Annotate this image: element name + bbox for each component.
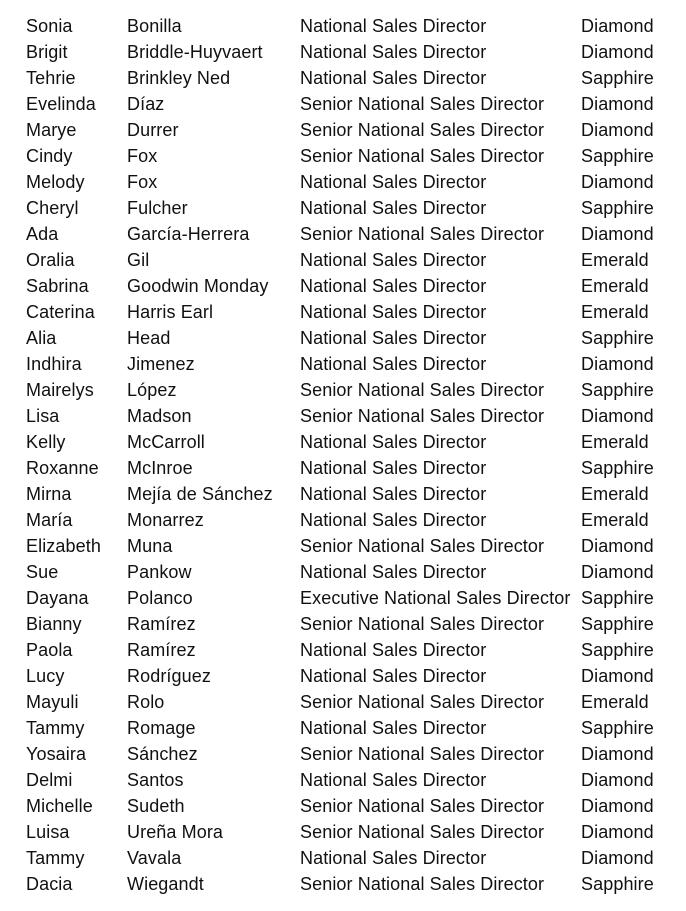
first-name-cell: Melody [26, 172, 85, 192]
first-name-cell: Ada [26, 224, 59, 244]
last-name-cell: Santos [127, 770, 184, 790]
roster-row [0, 585, 686, 611]
level-cell: Diamond [581, 120, 654, 140]
title-cell: Senior National Sales Director [300, 406, 545, 426]
last-name-cell: Ureña Mora [127, 822, 224, 842]
last-name-cell: Head [127, 328, 171, 348]
level-cell: Diamond [581, 770, 654, 790]
title-cell: National Sales Director [300, 484, 487, 504]
title-cell: National Sales Director [300, 68, 487, 88]
roster-row [0, 377, 686, 403]
last-name-cell: López [127, 380, 177, 400]
title-cell: National Sales Director [300, 354, 487, 374]
last-name-cell: Fox [127, 146, 158, 166]
roster-row [0, 819, 686, 845]
roster-row [0, 117, 686, 143]
last-name-cell: Briddle-Huyvaert [127, 42, 263, 62]
title-cell: Executive National Sales Director [300, 588, 571, 608]
level-cell: Sapphire [581, 614, 654, 634]
first-name-cell: Sabrina [26, 276, 89, 296]
title-cell: Senior National Sales Director [300, 874, 545, 894]
roster-row [0, 273, 686, 299]
roster-row [0, 767, 686, 793]
last-name-cell: Jimenez [127, 354, 195, 374]
roster-row [0, 143, 686, 169]
first-name-cell: Alia [26, 328, 57, 348]
first-name-cell: Tehrie [26, 68, 76, 88]
last-name-cell: Rolo [127, 692, 165, 712]
roster-row [0, 637, 686, 663]
last-name-cell: Mejía de Sánchez [127, 484, 273, 504]
title-cell: Senior National Sales Director [300, 120, 545, 140]
roster-row [0, 325, 686, 351]
title-cell: National Sales Director [300, 432, 487, 452]
title-cell: National Sales Director [300, 510, 487, 530]
roster-row [0, 871, 686, 897]
first-name-cell: Tammy [26, 848, 85, 868]
first-name-cell: Delmi [26, 770, 73, 790]
title-cell: National Sales Director [300, 718, 487, 738]
title-cell: Senior National Sales Director [300, 536, 545, 556]
first-name-cell: Oralia [26, 250, 75, 270]
roster-row [0, 559, 686, 585]
last-name-cell: Sánchez [127, 744, 198, 764]
last-name-cell: Sudeth [127, 796, 185, 816]
title-cell: National Sales Director [300, 666, 487, 686]
roster-row [0, 65, 686, 91]
last-name-cell: Fulcher [127, 198, 188, 218]
level-cell: Emerald [581, 510, 649, 530]
roster-row [0, 715, 686, 741]
last-name-cell: García-Herrera [127, 224, 250, 244]
level-cell: Emerald [581, 484, 649, 504]
last-name-cell: Gil [127, 250, 150, 270]
level-cell: Emerald [581, 692, 649, 712]
title-cell: National Sales Director [300, 172, 487, 192]
roster-row [0, 403, 686, 429]
roster-row [0, 429, 686, 455]
roster-row [0, 533, 686, 559]
level-cell: Diamond [581, 16, 654, 36]
first-name-cell: Bianny [26, 614, 82, 634]
first-name-cell: Lisa [26, 406, 60, 426]
first-name-cell: Luisa [26, 822, 70, 842]
roster-row [0, 247, 686, 273]
first-name-cell: Caterina [26, 302, 95, 322]
first-name-cell: Michelle [26, 796, 93, 816]
roster-row [0, 39, 686, 65]
roster-row [0, 611, 686, 637]
title-cell: National Sales Director [300, 250, 487, 270]
title-cell: National Sales Director [300, 848, 487, 868]
last-name-cell: Harris Earl [127, 302, 214, 322]
last-name-cell: Goodwin Monday [127, 276, 269, 296]
first-name-cell: Dayana [26, 588, 89, 608]
first-name-cell: Mairelys [26, 380, 94, 400]
roster-row [0, 455, 686, 481]
first-name-cell: Marye [26, 120, 77, 140]
title-cell: Senior National Sales Director [300, 380, 545, 400]
roster-row [0, 689, 686, 715]
title-cell: Senior National Sales Director [300, 614, 545, 634]
roster-row [0, 351, 686, 377]
level-cell: Sapphire [581, 458, 654, 478]
roster-row [0, 169, 686, 195]
level-cell: Sapphire [581, 874, 654, 894]
roster-row [0, 845, 686, 871]
level-cell: Diamond [581, 744, 654, 764]
level-cell: Diamond [581, 172, 654, 192]
last-name-cell: Ramírez [127, 640, 196, 660]
title-cell: Senior National Sales Director [300, 94, 545, 114]
title-cell: Senior National Sales Director [300, 744, 545, 764]
title-cell: National Sales Director [300, 458, 487, 478]
level-cell: Diamond [581, 796, 654, 816]
title-cell: National Sales Director [300, 42, 487, 62]
first-name-cell: Mirna [26, 484, 72, 504]
level-cell: Diamond [581, 666, 654, 686]
first-name-cell: Paola [26, 640, 73, 660]
first-name-cell: Brigit [26, 42, 68, 62]
level-cell: Diamond [581, 224, 654, 244]
last-name-cell: Monarrez [127, 510, 204, 530]
title-cell: Senior National Sales Director [300, 692, 545, 712]
first-name-cell: Kelly [26, 432, 66, 452]
roster-row [0, 741, 686, 767]
last-name-cell: Muna [127, 536, 173, 556]
first-name-cell: Lucy [26, 666, 65, 686]
level-cell: Sapphire [581, 380, 654, 400]
level-cell: Sapphire [581, 588, 654, 608]
first-name-cell: Elizabeth [26, 536, 101, 556]
title-cell: Senior National Sales Director [300, 224, 545, 244]
first-name-cell: María [26, 510, 73, 530]
roster-row [0, 91, 686, 117]
level-cell: Sapphire [581, 718, 654, 738]
first-name-cell: Yosaira [26, 744, 87, 764]
level-cell: Sapphire [581, 68, 654, 88]
roster-row [0, 221, 686, 247]
last-name-cell: Vavala [127, 848, 182, 868]
roster-row [0, 13, 686, 39]
first-name-cell: Evelinda [26, 94, 96, 114]
first-name-cell: Cindy [26, 146, 73, 166]
last-name-cell: McCarroll [127, 432, 205, 452]
first-name-cell: Indhira [26, 354, 82, 374]
level-cell: Sapphire [581, 640, 654, 660]
level-cell: Diamond [581, 848, 654, 868]
last-name-cell: Romage [127, 718, 196, 738]
roster-row [0, 195, 686, 221]
roster-row [0, 793, 686, 819]
level-cell: Sapphire [581, 146, 654, 166]
last-name-cell: Fox [127, 172, 158, 192]
level-cell: Sapphire [581, 328, 654, 348]
title-cell: Senior National Sales Director [300, 822, 545, 842]
title-cell: National Sales Director [300, 276, 487, 296]
level-cell: Diamond [581, 354, 654, 374]
first-name-cell: Sue [26, 562, 59, 582]
level-cell: Diamond [581, 42, 654, 62]
last-name-cell: Pankow [127, 562, 192, 582]
roster-row [0, 481, 686, 507]
last-name-cell: Wiegandt [127, 874, 204, 894]
last-name-cell: Brinkley Ned [127, 68, 231, 88]
level-cell: Diamond [581, 822, 654, 842]
title-cell: National Sales Director [300, 770, 487, 790]
title-cell: National Sales Director [300, 328, 487, 348]
level-cell: Emerald [581, 250, 649, 270]
last-name-cell: Rodríguez [127, 666, 211, 686]
last-name-cell: Polanco [127, 588, 193, 608]
title-cell: National Sales Director [300, 640, 487, 660]
first-name-cell: Sonia [26, 16, 73, 36]
title-cell: Senior National Sales Director [300, 796, 545, 816]
last-name-cell: Durrer [127, 120, 179, 140]
level-cell: Diamond [581, 406, 654, 426]
level-cell: Emerald [581, 432, 649, 452]
title-cell: National Sales Director [300, 562, 487, 582]
roster-row [0, 507, 686, 533]
level-cell: Diamond [581, 536, 654, 556]
level-cell: Diamond [581, 562, 654, 582]
first-name-cell: Dacia [26, 874, 73, 894]
first-name-cell: Mayuli [26, 692, 79, 712]
title-cell: National Sales Director [300, 302, 487, 322]
level-cell: Emerald [581, 302, 649, 322]
title-cell: National Sales Director [300, 198, 487, 218]
title-cell: National Sales Director [300, 16, 487, 36]
roster-row [0, 299, 686, 325]
director-roster-list [0, 13, 686, 897]
level-cell: Emerald [581, 276, 649, 296]
level-cell: Sapphire [581, 198, 654, 218]
last-name-cell: Ramírez [127, 614, 196, 634]
last-name-cell: Madson [127, 406, 192, 426]
first-name-cell: Cheryl [26, 198, 79, 218]
last-name-cell: McInroe [127, 458, 193, 478]
first-name-cell: Tammy [26, 718, 85, 738]
first-name-cell: Roxanne [26, 458, 99, 478]
title-cell: Senior National Sales Director [300, 146, 545, 166]
roster-row [0, 663, 686, 689]
level-cell: Diamond [581, 94, 654, 114]
last-name-cell: Díaz [127, 94, 165, 114]
last-name-cell: Bonilla [127, 16, 182, 36]
